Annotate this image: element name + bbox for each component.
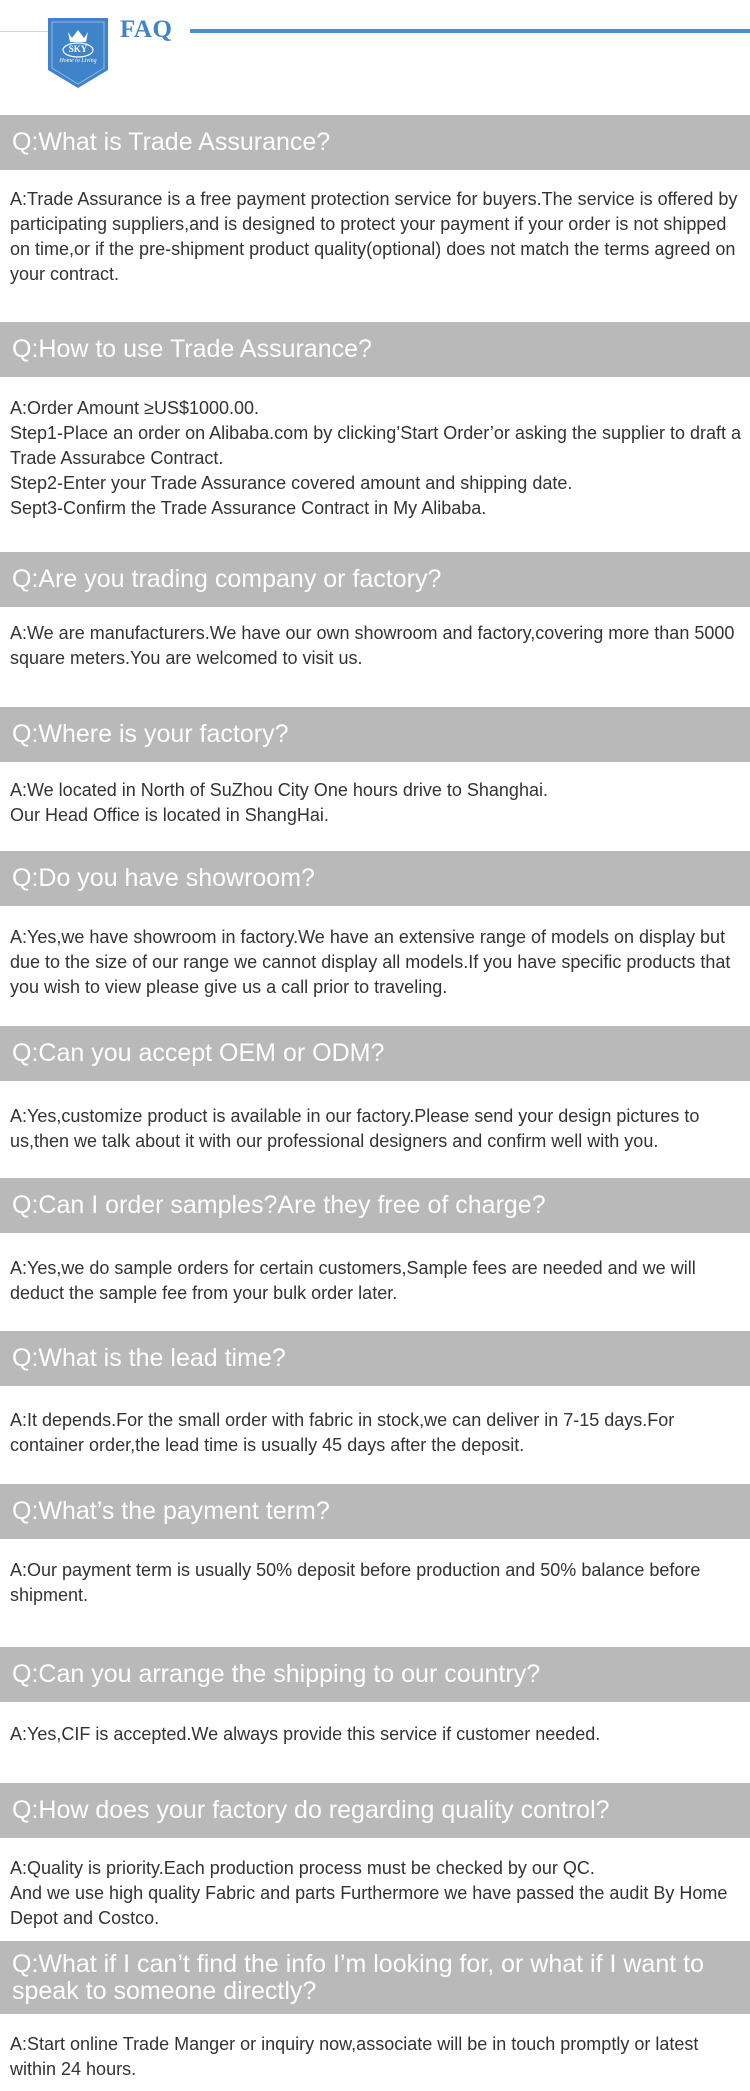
faq-question: Q:What is Trade Assurance? bbox=[0, 115, 750, 170]
faq-question: Q:Can you accept OEM or ODM? bbox=[0, 1026, 750, 1081]
brand-logo-tagline: Home to Living bbox=[59, 58, 97, 64]
faq-answer: A:We are manufacturers.We have our own showroom and factory,covering more than 5000 square meters.You are welcomed to visit us. bbox=[10, 623, 735, 668]
faq-answer: A:Yes,we do sample orders for certain customers,Sample fees are needed and we will deduct the sample fee from your bulk order later. bbox=[10, 1258, 696, 1303]
faq-question: Q:Where is your factory? bbox=[0, 707, 750, 762]
faq-question: Q:Can you arrange the shipping to our country? bbox=[0, 1647, 750, 1702]
faq-question: Q:How to use Trade Assurance? bbox=[0, 322, 750, 377]
faq-answer: A:Order Amount ≥US$1000.00. Step1-Place an order on Alibaba.com by clicking’Start Order’or asking the supplier to draft a Trade Assurabce Contract. Step2-Enter your Trade Assurance covered amount and shipping date. Sept3-Confirm the Trade Assurance Contract in My Alibaba. bbox=[10, 398, 742, 518]
faq-header bbox=[0, 0, 750, 90]
faq-question: Q:What’s the payment term? bbox=[0, 1484, 750, 1539]
header-divider bbox=[190, 29, 750, 33]
faq-answer: A:Yes,customize product is available in our factory.Please send your design pictures to us,then we talk about it with our professional designers and confirm well with you. bbox=[10, 1106, 700, 1151]
faq-question: Q:Can I order samples?Are they free of charge? bbox=[0, 1178, 750, 1233]
faq-answer: A:Trade Assurance is a free payment protection service for buyers.The service is offered by participating suppliers,and is designed to protect your payment if your order is not shipped on time,or if the pre-shipment product quality(optional) does not match the terms agreed on your contract. bbox=[10, 189, 738, 284]
faq-question: Q:What is the lead time? bbox=[0, 1331, 750, 1386]
page-title: FAQ bbox=[120, 16, 173, 43]
faq-answer: A:Our payment term is usually 50% deposit before production and 50% balance before shipment. bbox=[10, 1560, 701, 1605]
faq-answer: A:We located in North of SuZhou City One hours drive to Shanghai. Our Head Office is located in ShangHai. bbox=[10, 780, 548, 825]
faq-question: Q:What if I can’t find the info I’m looking for, or what if I want to speak to someone directly? bbox=[0, 1941, 750, 2014]
faq-answer: A:It depends.For the small order with fabric in stock,we can deliver in 7-15 days.For container order,the lead time is usually 45 days after the deposit. bbox=[10, 1410, 675, 1455]
faq-question: Q:Do you have showroom? bbox=[0, 851, 750, 906]
faq-question: Q:How does your factory do regarding quality control? bbox=[0, 1783, 750, 1838]
faq-answer: A:Yes,we have showroom in factory.We have an extensive range of models on display but due to the size of our range we cannot display all models.If you have specific products that you wish to view please give us a call prior to traveling. bbox=[10, 927, 731, 997]
faq-question: Q:Are you trading company or factory? bbox=[0, 552, 750, 607]
faq-answer: A:Quality is priority.Each production process must be checked by our QC. And we use high quality Fabric and parts Furthermore we have passed the audit By Home Depot and Costco. bbox=[10, 1858, 728, 1928]
brand-logo-text: SKY bbox=[68, 44, 88, 54]
faq-answer: A:Yes,CIF is accepted.We always provide this service if customer needed. bbox=[10, 1724, 601, 1744]
faq-answer: A:Start online Trade Manger or inquiry now,associate will be in touch promptly or latest within 24 hours. bbox=[10, 2034, 699, 2079]
brand-logo-badge bbox=[48, 18, 108, 90]
header-divider-left bbox=[0, 31, 48, 32]
